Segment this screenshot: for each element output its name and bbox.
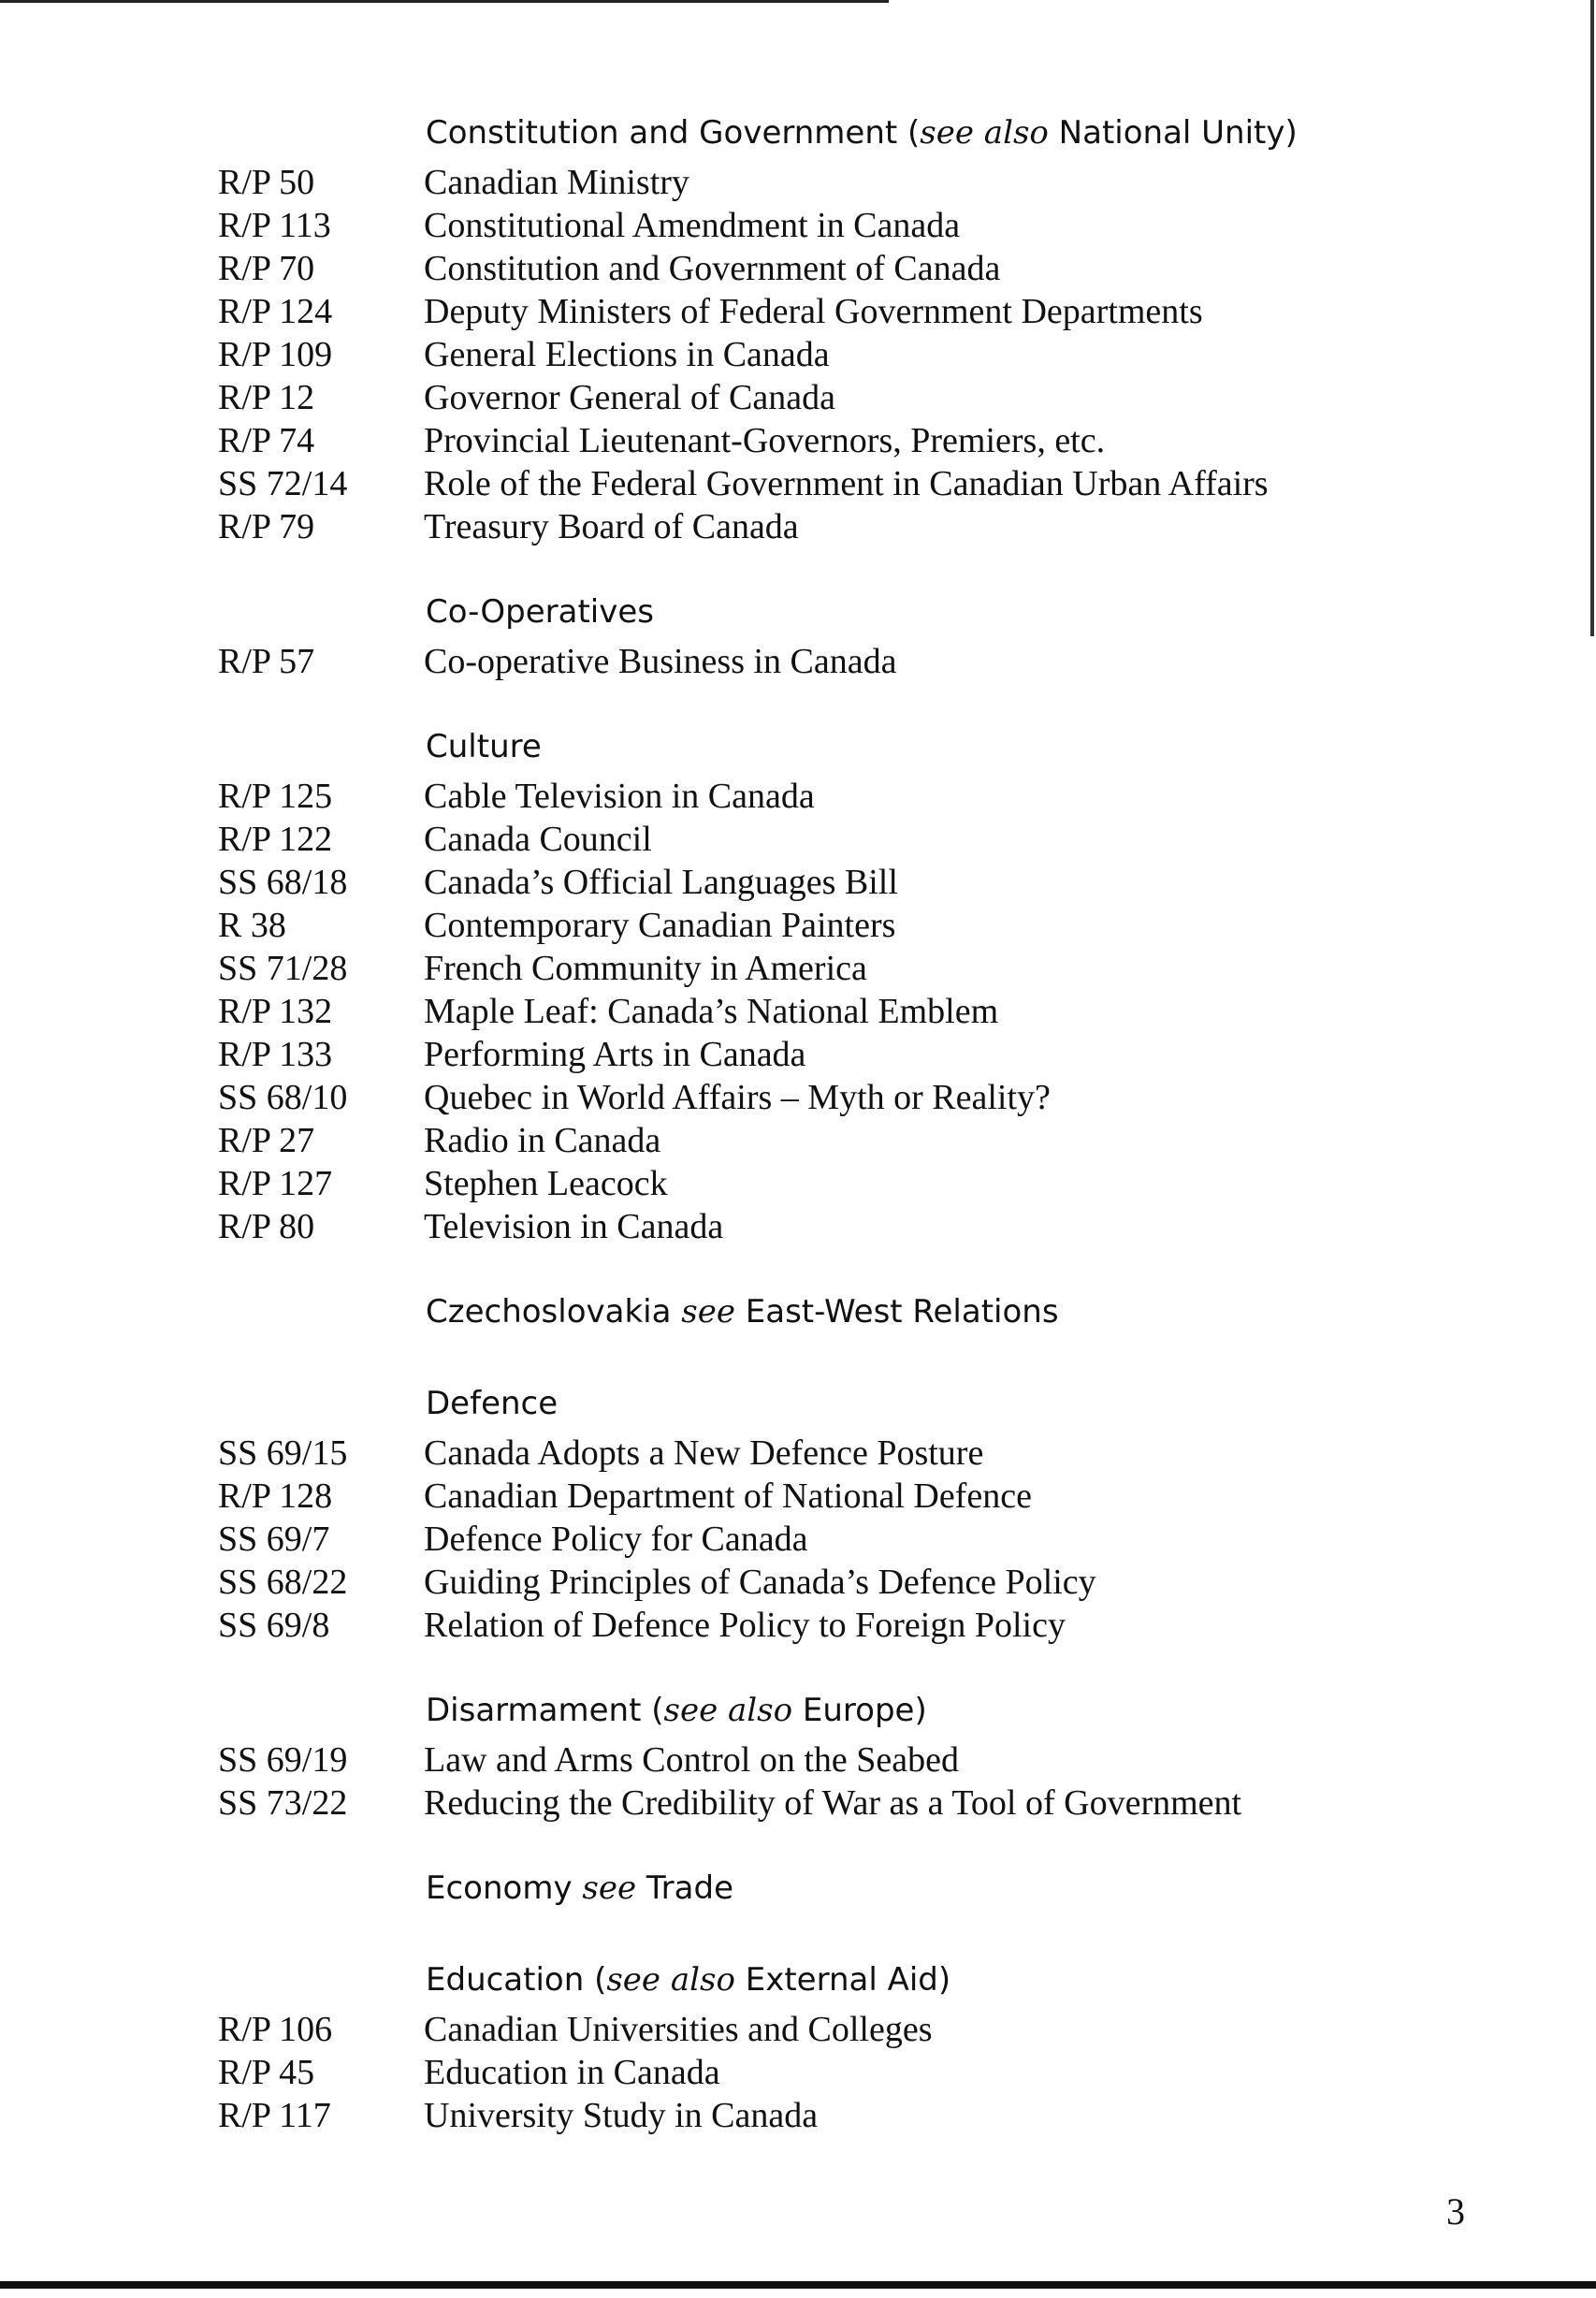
section-heading: Education (see also External Aid) bbox=[426, 1961, 951, 1999]
publication-title: General Elections in Canada bbox=[424, 335, 830, 374]
heading-text: Culture bbox=[426, 728, 542, 765]
publication-title: Maple Leaf: Canada’s National Emblem bbox=[424, 992, 999, 1031]
publication-title: Governor General of Canada bbox=[424, 378, 835, 417]
index-entry bbox=[0, 1076, 1596, 1119]
publication-title: Law and Arms Control on the Seabed bbox=[424, 1740, 960, 1780]
index-section bbox=[0, 105, 1596, 548]
publication-title: Provincial Lieutenant-Governors, Premiers, etc. bbox=[424, 421, 1106, 460]
publication-title: Canadian Universities and Colleges bbox=[424, 2010, 933, 2049]
heading-text: Defence bbox=[426, 1385, 559, 1422]
index-entry bbox=[0, 2051, 1596, 2094]
index-section bbox=[0, 584, 1596, 683]
index-entry bbox=[0, 990, 1596, 1033]
index-entry bbox=[0, 1561, 1596, 1604]
publication-title: Cable Television in Canada bbox=[424, 777, 815, 816]
publication-code: SS 68/18 bbox=[218, 863, 348, 902]
publication-code: R/P 128 bbox=[218, 1476, 333, 1516]
publication-title: Treasury Board of Canada bbox=[424, 507, 799, 546]
index-entry bbox=[0, 1205, 1596, 1248]
see-reference-word: see bbox=[681, 1293, 735, 1331]
publication-code: R/P 57 bbox=[218, 642, 315, 681]
publication-code: R 38 bbox=[218, 906, 286, 945]
index-entry bbox=[0, 1782, 1596, 1825]
publication-title: Guiding Principles of Canada’s Defence Policy bbox=[424, 1563, 1096, 1602]
index-entry bbox=[0, 1738, 1596, 1782]
index-entry bbox=[0, 947, 1596, 990]
index-entry bbox=[0, 1033, 1596, 1076]
publication-code: R/P 70 bbox=[218, 249, 315, 288]
index-entry bbox=[0, 904, 1596, 947]
publication-title: Co-operative Business in Canada bbox=[424, 642, 897, 681]
see-reference-word: see also bbox=[920, 114, 1049, 152]
publication-title: Performing Arts in Canada bbox=[424, 1035, 806, 1074]
publication-code: SS 72/14 bbox=[218, 464, 348, 503]
index-section bbox=[0, 1682, 1596, 1825]
publication-title: French Community in America bbox=[424, 949, 867, 988]
see-reference-word: see also bbox=[606, 1961, 735, 1999]
index-entry bbox=[0, 1432, 1596, 1475]
index-section bbox=[0, 1375, 1596, 1647]
publication-code: R/P 127 bbox=[218, 1164, 333, 1203]
publication-code: R/P 133 bbox=[218, 1035, 333, 1074]
index-entry bbox=[0, 1475, 1596, 1518]
see-reference-word: see also bbox=[663, 1692, 793, 1729]
section-heading bbox=[426, 1284, 1596, 1340]
heading-text: Disarmament bbox=[426, 1692, 642, 1729]
heading-text: Constitution and Government bbox=[426, 114, 898, 152]
cross-reference: Trade bbox=[646, 1869, 733, 1907]
index-entry bbox=[0, 419, 1596, 462]
index-entry bbox=[0, 290, 1596, 333]
publication-code: SS 69/7 bbox=[218, 1520, 330, 1559]
publication-title: Radio in Canada bbox=[424, 1121, 661, 1160]
cross-reference: National Unity bbox=[1058, 114, 1285, 152]
see-reference-word: see bbox=[582, 1869, 637, 1907]
index-section bbox=[0, 1284, 1596, 1340]
publication-code: R/P 113 bbox=[218, 206, 331, 245]
index-section bbox=[0, 1860, 1596, 1916]
index-section bbox=[0, 719, 1596, 1248]
heading-text: Co-Operatives bbox=[426, 593, 654, 631]
index-entry bbox=[0, 1518, 1596, 1561]
index-entry bbox=[0, 204, 1596, 247]
section-heading: Constitution and Government (see also National Unity) bbox=[426, 114, 1298, 152]
publication-code: R/P 79 bbox=[218, 507, 315, 546]
publication-title: Defence Policy for Canada bbox=[424, 1520, 808, 1559]
heading-text: Economy bbox=[426, 1869, 573, 1907]
index-entry bbox=[0, 247, 1596, 290]
heading-text: Czechoslovakia bbox=[426, 1293, 672, 1331]
index-entry bbox=[0, 333, 1596, 376]
publication-code: R/P 124 bbox=[218, 292, 333, 331]
page-number: 3 bbox=[1446, 2190, 1465, 2233]
publication-title: Canada Council bbox=[424, 820, 652, 859]
index-entry bbox=[0, 640, 1596, 683]
cross-reference: Europe bbox=[802, 1692, 915, 1729]
publication-code: SS 68/10 bbox=[218, 1078, 348, 1117]
heading-text: Education bbox=[426, 1961, 585, 1999]
section-heading bbox=[426, 1860, 1596, 1916]
publication-code: SS 69/19 bbox=[218, 1740, 348, 1780]
publication-title: Canada Adopts a New Defence Posture bbox=[424, 1433, 984, 1473]
publication-code: R/P 74 bbox=[218, 421, 315, 460]
publication-code: SS 69/15 bbox=[218, 1433, 348, 1473]
publication-title: Canada’s Official Languages Bill bbox=[424, 863, 898, 902]
section-heading bbox=[426, 719, 1596, 775]
publication-code: SS 69/8 bbox=[218, 1606, 330, 1645]
publication-title: University Study in Canada bbox=[424, 2096, 819, 2135]
publication-title: Canadian Department of National Defence bbox=[424, 1476, 1032, 1516]
publication-title: Role of the Federal Government in Canadian Urban Affairs bbox=[424, 464, 1269, 503]
publication-title: Contemporary Canadian Painters bbox=[424, 906, 896, 945]
publication-title: Constitutional Amendment in Canada bbox=[424, 206, 961, 245]
publication-code: R/P 27 bbox=[218, 1121, 315, 1160]
publication-title: Canadian Ministry bbox=[424, 163, 689, 202]
publication-title: Relation of Defence Policy to Foreign Policy bbox=[424, 1606, 1066, 1645]
cross-reference: East-West Relations bbox=[745, 1293, 1059, 1331]
publication-code: R/P 45 bbox=[218, 2053, 315, 2092]
index-entry bbox=[0, 505, 1596, 548]
publication-title: Constitution and Government of Canada bbox=[424, 249, 1001, 288]
publication-code: R/P 50 bbox=[218, 163, 315, 202]
index-listing bbox=[0, 105, 1596, 2173]
publication-code: R/P 109 bbox=[218, 335, 333, 374]
publication-code: SS 71/28 bbox=[218, 949, 348, 988]
section-heading bbox=[426, 584, 1596, 640]
publication-code: R/P 132 bbox=[218, 992, 333, 1031]
index-entry bbox=[0, 1604, 1596, 1647]
publication-code: R/P 122 bbox=[218, 820, 333, 859]
publication-code: SS 68/22 bbox=[218, 1563, 348, 1602]
index-entry bbox=[0, 161, 1596, 204]
publication-code: R/P 12 bbox=[218, 378, 315, 417]
index-entry bbox=[0, 775, 1596, 818]
publication-title: Education in Canada bbox=[424, 2053, 720, 2092]
index-section bbox=[0, 1952, 1596, 2137]
publication-code: SS 73/22 bbox=[218, 1783, 348, 1823]
cross-reference: External Aid bbox=[745, 1961, 938, 1999]
publication-title: Stephen Leacock bbox=[424, 1164, 668, 1203]
publication-code: R/P 125 bbox=[218, 777, 333, 816]
section-heading bbox=[426, 1375, 1596, 1432]
publication-title: Deputy Ministers of Federal Government Departments bbox=[424, 292, 1203, 331]
bottom-rule bbox=[0, 2281, 1596, 2289]
index-entry bbox=[0, 2008, 1596, 2051]
publication-code: R/P 80 bbox=[218, 1207, 315, 1246]
publication-code: R/P 106 bbox=[218, 2010, 333, 2049]
publication-title: Quebec in World Affairs – Myth or Reality? bbox=[424, 1078, 1051, 1117]
index-entry bbox=[0, 376, 1596, 419]
index-entry bbox=[0, 1119, 1596, 1162]
index-entry bbox=[0, 2094, 1596, 2137]
publication-code: R/P 117 bbox=[218, 2096, 331, 2135]
index-entry bbox=[0, 1162, 1596, 1205]
index-entry bbox=[0, 818, 1596, 861]
top-rule bbox=[0, 0, 889, 3]
index-entry bbox=[0, 462, 1596, 505]
section-heading: Disarmament (see also Europe) bbox=[426, 1692, 927, 1729]
index-entry bbox=[0, 861, 1596, 904]
publication-title: Television in Canada bbox=[424, 1207, 724, 1246]
publication-title: Reducing the Credibility of War as a Tool of Government bbox=[424, 1783, 1242, 1823]
